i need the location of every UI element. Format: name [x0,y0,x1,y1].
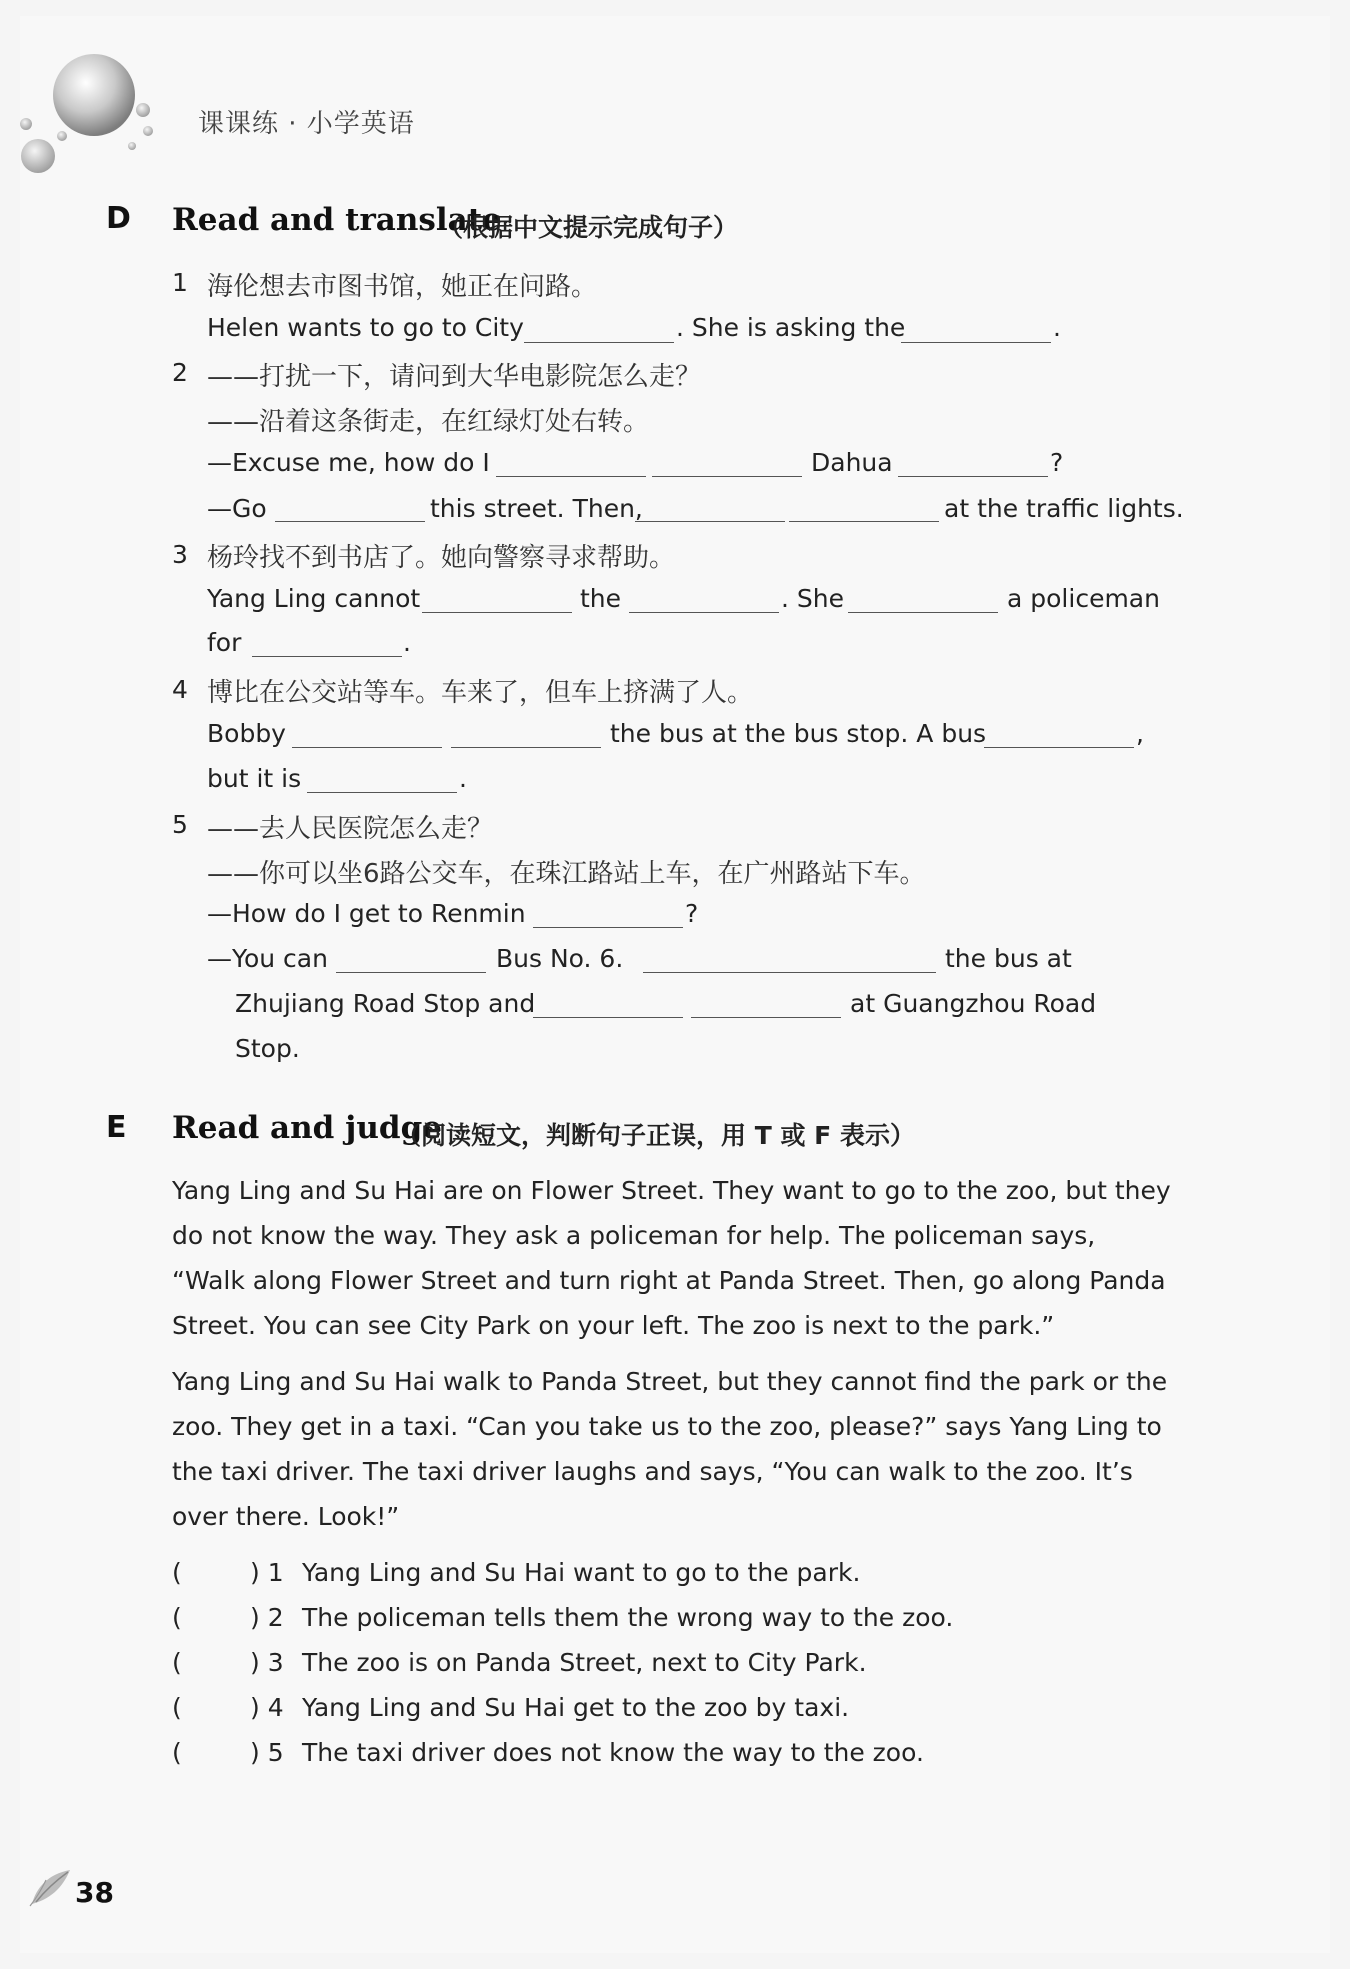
answer-blank[interactable] [496,476,646,477]
judgement-open-paren: ( [172,1603,182,1632]
answer-blank[interactable] [789,521,939,522]
item-chinese: 杨玲找不到书店了。她向警察寻求帮助。 [207,543,676,573]
passage-paragraph [172,1359,1172,1539]
item-chinese: ——打扰一下，请问到大华电影院怎么走？ [207,362,702,392]
answer-blank[interactable] [691,1017,841,1018]
item-english-text: ? [685,899,699,928]
item-english-text: a policeman [1007,584,1160,613]
section-d-title: Read and translate [172,202,502,238]
answer-blank[interactable] [635,521,785,522]
answer-blank[interactable] [307,792,457,793]
item-english-text: at Guangzhou Road [850,989,1097,1018]
answer-blank[interactable] [848,612,998,613]
answer-blank[interactable] [533,1017,683,1018]
answer-blank[interactable] [292,747,442,748]
item-number: 1 [172,268,188,297]
section-d-instruction: （根据中文提示完成句子） [438,213,739,242]
judgement-number: ) 1 [250,1558,284,1587]
answer-blank[interactable] [524,342,674,343]
judgement-statement: The policeman tells them the wrong way to the zoo. [302,1603,954,1632]
item-english-text: . [403,628,411,657]
item-english-text: for [207,628,242,657]
judgement-answer-slot[interactable] [190,1650,250,1674]
answer-blank[interactable] [652,476,802,477]
answer-blank[interactable] [901,342,1051,343]
answer-blank[interactable] [275,521,425,522]
section-d-letter: D [106,201,131,236]
answer-blank[interactable] [422,612,572,613]
item-english-text: the [580,584,622,613]
judgement-statement: The zoo is on Panda Street, next to City Park. [302,1648,867,1677]
item-english-text: . [459,764,467,793]
item-chinese: ——你可以坐6路公交车，在珠江路站上车，在广州路站下车。 [207,859,926,889]
item-english-text: —Excuse me, how do I [207,448,490,477]
passage-paragraph [172,1168,1172,1348]
judgement-open-paren: ( [172,1738,182,1767]
answer-blank[interactable] [336,972,486,973]
item-english-text: . She is asking the [676,313,906,342]
item-english-text: —You can [207,944,328,973]
item-chinese: 博比在公交站等车。车来了，但车上挤满了人。 [207,678,754,708]
judgement-open-paren: ( [172,1558,182,1587]
item-english-text: . [1053,313,1061,342]
judgement-answer-slot[interactable] [190,1605,250,1629]
item-english-text: Dahua [811,448,893,477]
judgement-answer-slot[interactable] [190,1740,250,1764]
section-e-letter: E [106,1110,127,1145]
item-english-text: this street. Then, [430,494,643,523]
judgement-statement: Yang Ling and Su Hai get to the zoo by taxi. [302,1693,850,1722]
judgement-number: ) 4 [250,1693,284,1722]
section-e-title: Read and judge [172,1110,442,1146]
item-english-text: —How do I get to Renmin [207,899,526,928]
passage-paragraph-text: Yang Ling and Su Hai are on Flower Street. They want to go to the zoo, but they do not know the way. They ask a policeman for help. The policeman says, “Walk along Flower Street and turn right at Panda Street. Then, go along Panda Street. You can see City Park on your left. The zoo is next to the park.” [172,1176,1171,1340]
item-number: 3 [172,540,188,569]
item-english-text: Helen wants to go to City [207,313,524,342]
answer-blank[interactable] [984,747,1134,748]
item-number: 5 [172,810,188,839]
item-chinese: ——沿着这条街走，在红绿灯处右转。 [207,407,650,437]
answer-blank[interactable] [629,612,779,613]
item-chinese: ——去人民医院怎么走？ [207,814,494,844]
item-number: 4 [172,675,188,704]
item-chinese: 海伦想去市图书馆，她正在问路。 [207,272,598,302]
answer-blank[interactable] [786,972,936,973]
judgement-answer-slot[interactable] [190,1560,250,1584]
judgement-open-paren: ( [172,1693,182,1722]
header-title: 课课练 · 小学英语 [198,109,415,139]
judgement-statement: The taxi driver does not know the way to the zoo. [302,1738,924,1767]
item-english-text: ? [1050,448,1064,477]
answer-blank[interactable] [533,927,683,928]
judgement-number: ) 3 [250,1648,284,1677]
answer-blank[interactable] [451,747,601,748]
judgement-open-paren: ( [172,1648,182,1677]
item-english-text: Zhujiang Road Stop and [235,989,536,1018]
item-english-text: the bus at the bus stop. A bus [610,719,987,748]
item-number: 2 [172,358,188,387]
answer-blank[interactable] [643,972,793,973]
passage-paragraph-text: Yang Ling and Su Hai walk to Panda Street, but they cannot find the park or the zoo. They get in a taxi. “Can you take us to the zoo, please?” says Yang Ling to the taxi driver. The taxi driver laughs and says, “You can walk to the zoo. It’s over there. Look!” [172,1367,1168,1531]
item-english-text: the bus at [945,944,1072,973]
item-english-text: . She [781,584,844,613]
page-number: 38 [75,1876,114,1909]
item-english-text: Bus No. 6. [496,944,624,973]
answer-blank[interactable] [252,656,402,657]
answer-blank[interactable] [898,476,1048,477]
item-english-text: —Go [207,494,267,523]
item-english-text: Yang Ling cannot [207,584,421,613]
judgement-number: ) 2 [250,1603,284,1632]
judgement-answer-slot[interactable] [190,1695,250,1719]
item-english-text: , [1136,719,1144,748]
item-english-text: but it is [207,764,302,793]
section-e-instruction: （阅读短文，判断句子正误，用 T 或 F 表示） [396,1121,915,1150]
leaf-icon [28,1866,74,1908]
judgement-number: ) 5 [250,1738,284,1767]
judgement-statement: Yang Ling and Su Hai want to go to the park. [302,1558,861,1587]
item-english-text: Stop. [235,1034,300,1063]
item-english-text: at the traffic lights. [944,494,1184,523]
bubble-logo-icon [14,48,154,178]
item-english-text: Bobby [207,719,286,748]
